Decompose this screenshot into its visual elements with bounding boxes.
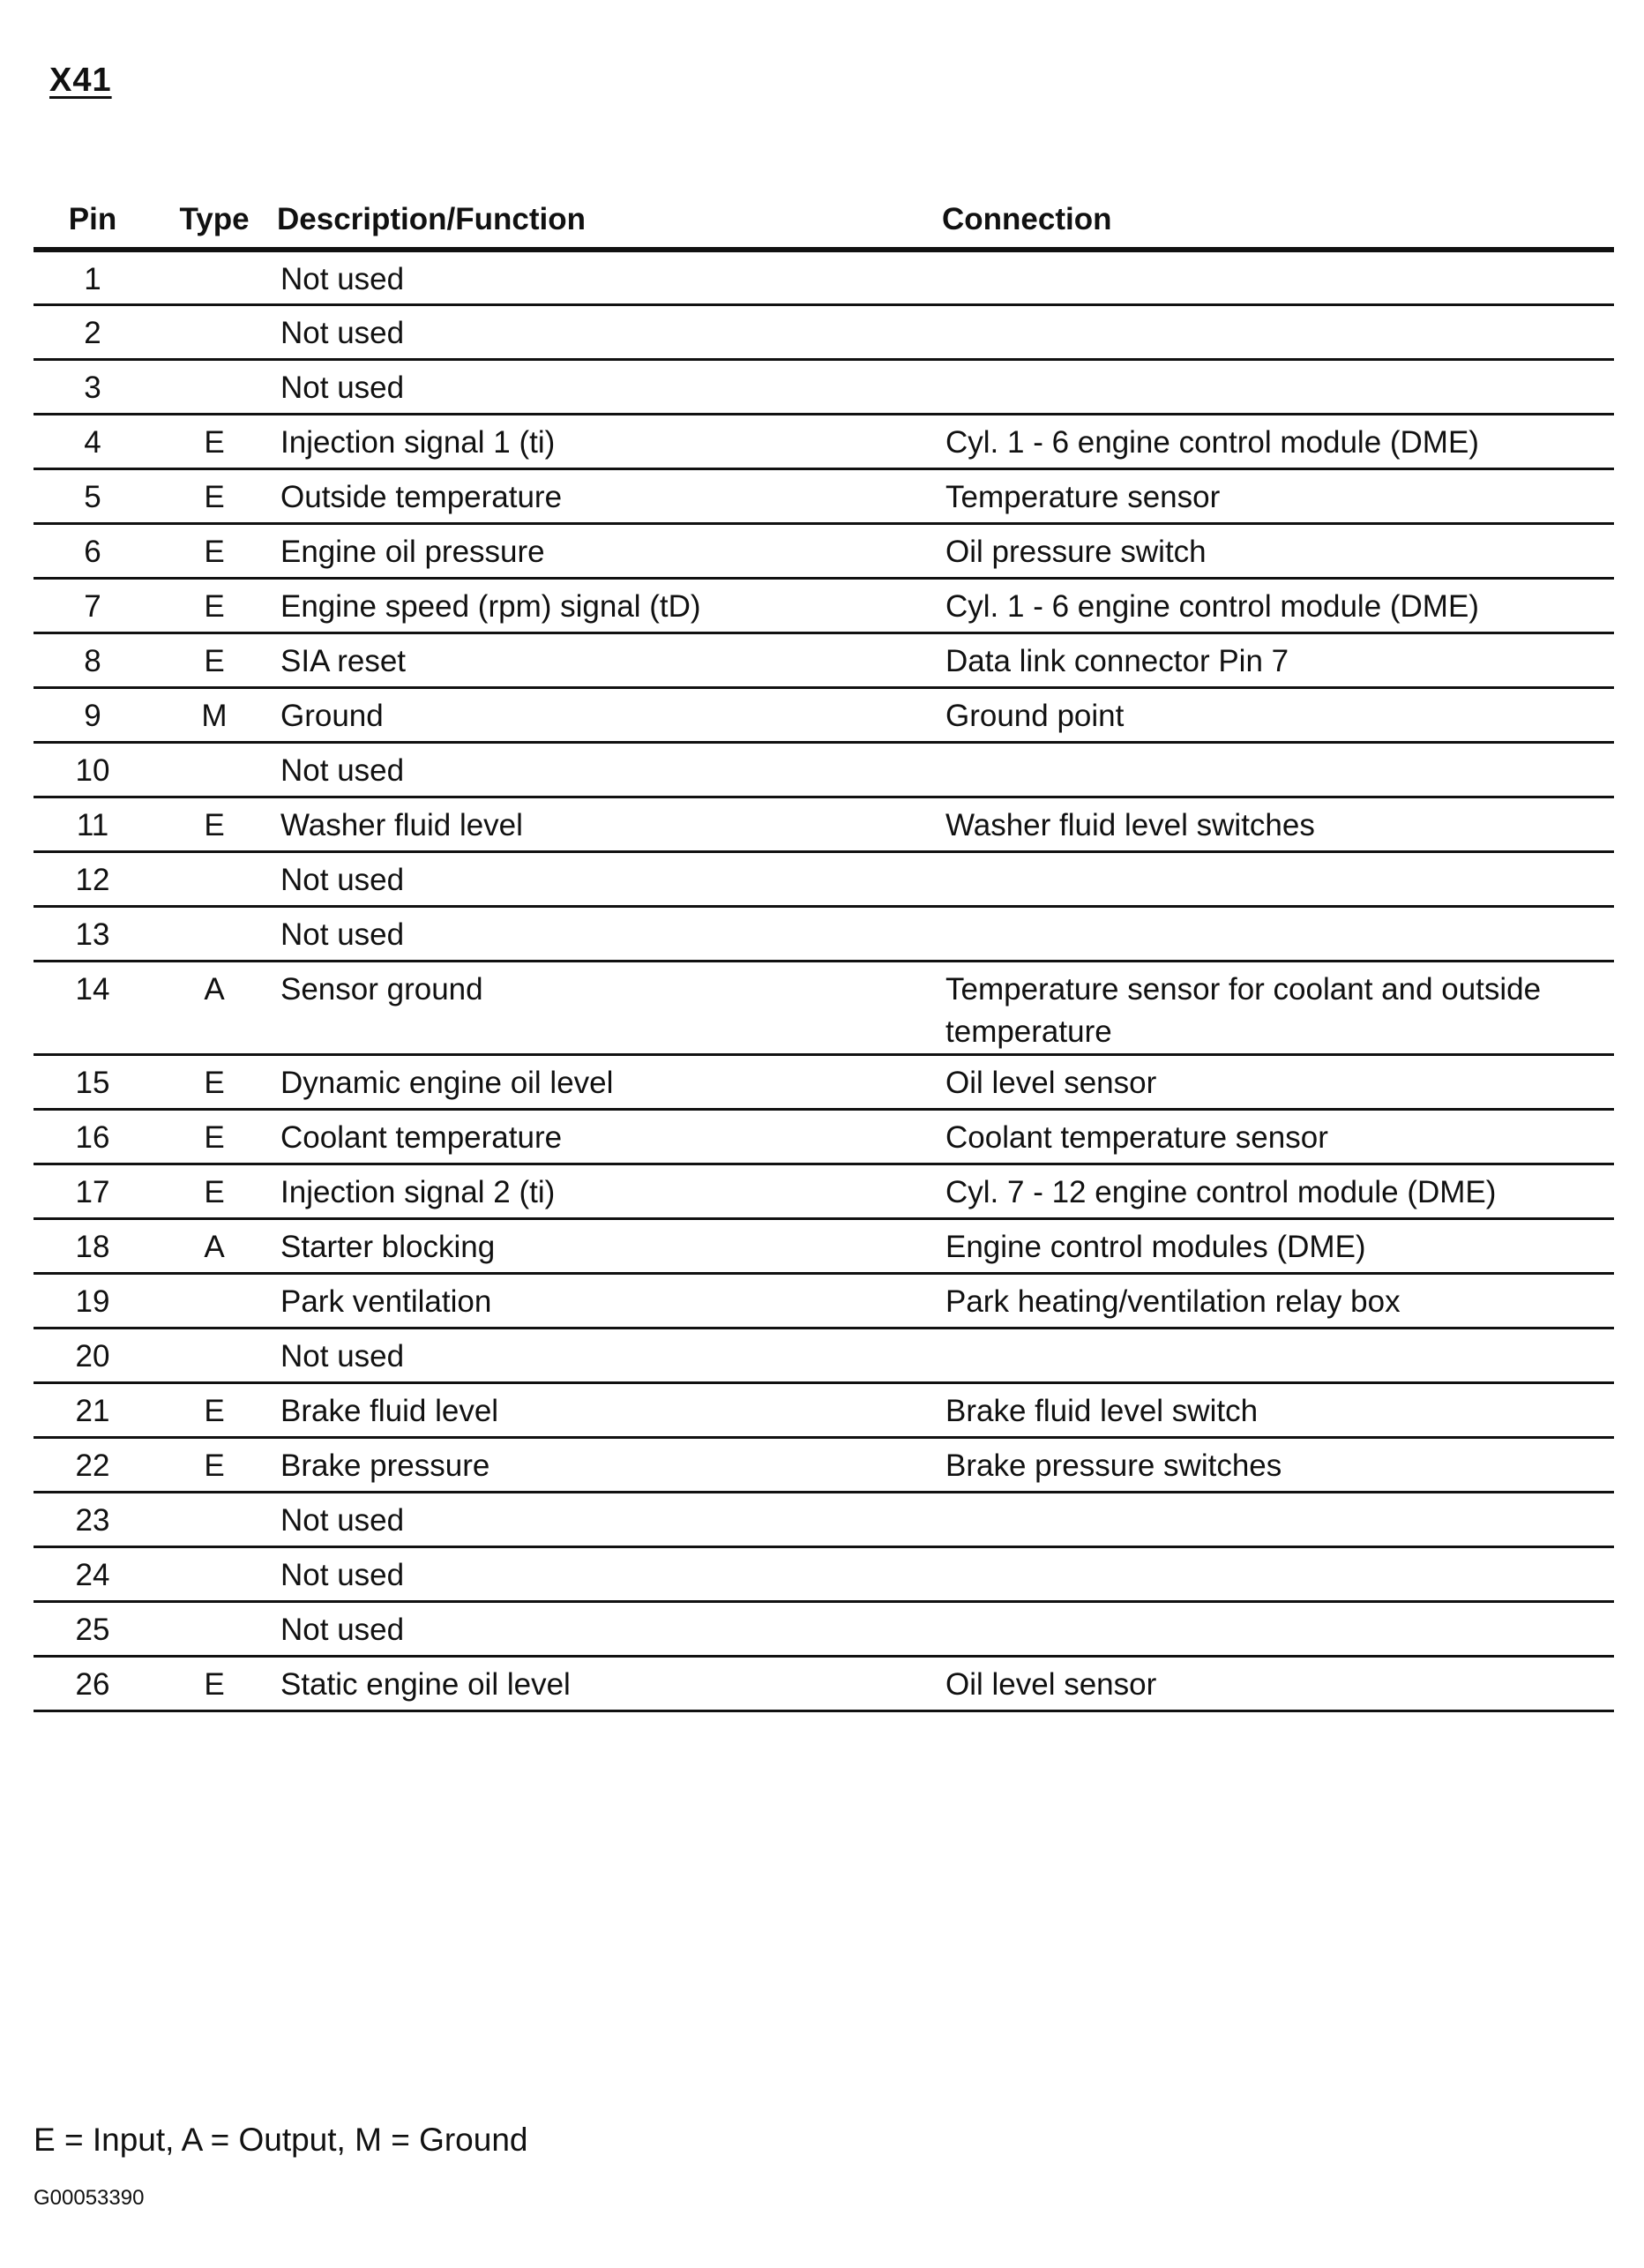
pin-cell: 6 — [34, 523, 152, 578]
description-cell: Coolant temperature — [277, 1109, 942, 1164]
connection-cell — [942, 1601, 1614, 1656]
description-cell: Not used — [277, 742, 942, 797]
pin-cell: 17 — [34, 1164, 152, 1218]
type-cell: E — [152, 1382, 277, 1437]
table-row — [34, 1546, 1614, 1601]
table-row — [34, 304, 1614, 359]
pin-cell: 13 — [34, 906, 152, 961]
figure-id: G00053390 — [34, 2186, 145, 2210]
pin-cell: 20 — [34, 1328, 152, 1382]
type-cell — [152, 906, 277, 961]
table-row — [34, 1492, 1614, 1546]
table-row — [34, 468, 1614, 523]
connection-cell — [942, 250, 1614, 304]
description-cell: Park ventilation — [277, 1273, 942, 1328]
table-row — [34, 1328, 1614, 1382]
connection-cell: Cyl. 1 - 6 engine control module (DME) — [942, 414, 1614, 468]
pin-cell: 4 — [34, 414, 152, 468]
description-cell: Static engine oil level — [277, 1656, 942, 1710]
pin-cell: 11 — [34, 797, 152, 851]
pin-cell: 12 — [34, 851, 152, 906]
pin-cell: 26 — [34, 1656, 152, 1710]
type-cell: M — [152, 687, 277, 742]
type-cell — [152, 1546, 277, 1601]
pin-cell: 5 — [34, 468, 152, 523]
description-cell: Not used — [277, 359, 942, 414]
pin-cell: 23 — [34, 1492, 152, 1546]
table-row — [34, 578, 1614, 632]
description-cell: Not used — [277, 851, 942, 906]
connection-cell: Oil pressure switch — [942, 523, 1614, 578]
table-row — [34, 1601, 1614, 1656]
connection-cell: Data link connector Pin 7 — [942, 632, 1614, 687]
description-cell: Not used — [277, 1492, 942, 1546]
page-title: X41 — [49, 62, 112, 99]
type-cell — [152, 359, 277, 414]
type-cell: E — [152, 797, 277, 851]
type-cell — [152, 742, 277, 797]
type-legend: E = Input, A = Output, M = Ground — [34, 2122, 528, 2158]
type-cell — [152, 1601, 277, 1656]
pin-cell: 16 — [34, 1109, 152, 1164]
connection-cell: Ground point — [942, 687, 1614, 742]
header-type: Type — [152, 192, 277, 250]
description-cell: Not used — [277, 1328, 942, 1382]
type-cell: E — [152, 414, 277, 468]
pin-cell: 18 — [34, 1218, 152, 1273]
connection-cell: Temperature sensor for coolant and outside temperature — [942, 961, 1614, 1054]
description-cell: Dynamic engine oil level — [277, 1054, 942, 1109]
connection-cell — [942, 851, 1614, 906]
type-cell: A — [152, 961, 277, 1054]
table-row — [34, 1109, 1614, 1164]
table-row — [34, 1437, 1614, 1492]
connection-cell — [942, 1328, 1614, 1382]
table-row — [34, 1218, 1614, 1273]
type-cell: E — [152, 468, 277, 523]
description-cell: Starter blocking — [277, 1218, 942, 1273]
pin-cell: 15 — [34, 1054, 152, 1109]
description-cell: Not used — [277, 1601, 942, 1656]
table-row — [34, 1164, 1614, 1218]
header-connection: Connection — [942, 192, 1614, 250]
type-cell: E — [152, 523, 277, 578]
description-cell: Brake pressure — [277, 1437, 942, 1492]
table-header-row — [34, 192, 1614, 250]
table-row — [34, 1382, 1614, 1437]
connection-cell — [942, 906, 1614, 961]
connection-cell: Temperature sensor — [942, 468, 1614, 523]
description-cell: Ground — [277, 687, 942, 742]
table-row — [34, 523, 1614, 578]
connection-cell: Cyl. 7 - 12 engine control module (DME) — [942, 1164, 1614, 1218]
type-cell: A — [152, 1218, 277, 1273]
description-cell: Not used — [277, 1546, 942, 1601]
connection-cell — [942, 1492, 1614, 1546]
connection-cell: Washer fluid level switches — [942, 797, 1614, 851]
description-cell: Engine oil pressure — [277, 523, 942, 578]
description-cell: Injection signal 2 (ti) — [277, 1164, 942, 1218]
header-description: Description/Function — [277, 192, 942, 250]
type-cell: E — [152, 1164, 277, 1218]
pin-cell: 25 — [34, 1601, 152, 1656]
type-cell: E — [152, 1437, 277, 1492]
table-row — [34, 797, 1614, 851]
pin-cell: 24 — [34, 1546, 152, 1601]
type-cell: E — [152, 578, 277, 632]
table-row — [34, 851, 1614, 906]
pin-cell: 19 — [34, 1273, 152, 1328]
connection-cell: Engine control modules (DME) — [942, 1218, 1614, 1273]
table-row — [34, 250, 1614, 304]
type-cell: E — [152, 632, 277, 687]
connection-cell: Brake fluid level switch — [942, 1382, 1614, 1437]
pin-cell: 7 — [34, 578, 152, 632]
type-cell: E — [152, 1656, 277, 1710]
table-row — [34, 742, 1614, 797]
pin-assignment-table — [34, 192, 1614, 1712]
table-row — [34, 414, 1614, 468]
description-cell: Sensor ground — [277, 961, 942, 1054]
pin-cell: 10 — [34, 742, 152, 797]
type-cell — [152, 304, 277, 359]
table-row — [34, 632, 1614, 687]
type-cell — [152, 1273, 277, 1328]
pin-cell: 9 — [34, 687, 152, 742]
description-cell: Washer fluid level — [277, 797, 942, 851]
description-cell: Injection signal 1 (ti) — [277, 414, 942, 468]
description-cell: Not used — [277, 906, 942, 961]
description-cell: Not used — [277, 250, 942, 304]
connection-cell — [942, 304, 1614, 359]
connection-cell: Oil level sensor — [942, 1656, 1614, 1710]
header-pin: Pin — [34, 192, 152, 250]
pin-cell: 22 — [34, 1437, 152, 1492]
table-row — [34, 961, 1614, 1054]
pin-cell: 1 — [34, 250, 152, 304]
pin-cell: 3 — [34, 359, 152, 414]
type-cell — [152, 1328, 277, 1382]
type-cell: E — [152, 1109, 277, 1164]
connection-cell: Oil level sensor — [942, 1054, 1614, 1109]
pin-cell: 14 — [34, 961, 152, 1054]
connection-cell: Brake pressure switches — [942, 1437, 1614, 1492]
type-cell: E — [152, 1054, 277, 1109]
table-row — [34, 906, 1614, 961]
pin-cell: 8 — [34, 632, 152, 687]
table-row — [34, 1054, 1614, 1109]
description-cell: Engine speed (rpm) signal (tD) — [277, 578, 942, 632]
description-cell: SIA reset — [277, 632, 942, 687]
pin-cell: 2 — [34, 304, 152, 359]
connection-cell: Park heating/ventilation relay box — [942, 1273, 1614, 1328]
description-cell: Not used — [277, 304, 942, 359]
type-cell — [152, 851, 277, 906]
table-row — [34, 1273, 1614, 1328]
connection-cell — [942, 359, 1614, 414]
connection-cell: Coolant temperature sensor — [942, 1109, 1614, 1164]
connection-cell: Cyl. 1 - 6 engine control module (DME) — [942, 578, 1614, 632]
table-row — [34, 359, 1614, 414]
table-row — [34, 687, 1614, 742]
connection-cell — [942, 1546, 1614, 1601]
connection-cell — [942, 742, 1614, 797]
pin-cell: 21 — [34, 1382, 152, 1437]
description-cell: Brake fluid level — [277, 1382, 942, 1437]
type-cell — [152, 250, 277, 304]
type-cell — [152, 1492, 277, 1546]
table-row — [34, 1656, 1614, 1710]
description-cell: Outside temperature — [277, 468, 942, 523]
table-body — [34, 250, 1614, 1710]
